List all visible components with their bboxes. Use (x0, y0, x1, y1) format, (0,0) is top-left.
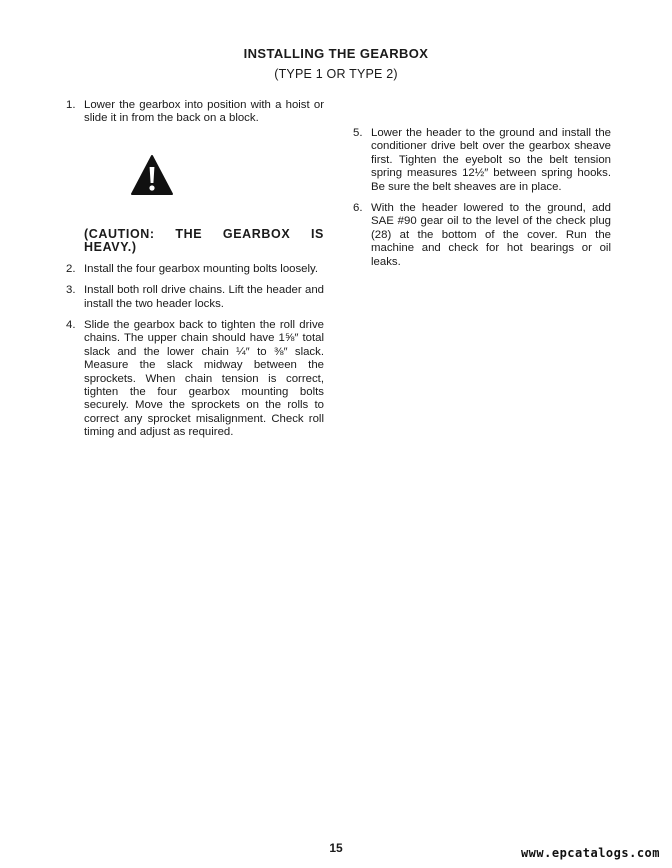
step-text: With the header lowered to the ground, add SAE #90 gear oil to the level of the check plug (28) at the bottom of the cover. Run the machine and check for hot bearings or oil leaks. (371, 202, 611, 268)
page-title: INSTALLING THE GEARBOX (243, 46, 429, 61)
left-column (66, 99, 324, 448)
right-column (353, 127, 611, 277)
step-number: 1. (66, 99, 76, 111)
step-3 (66, 284, 324, 311)
step-4 (66, 319, 324, 440)
steps-list-left (66, 99, 324, 126)
step-number: 2. (66, 262, 76, 275)
step-text: Install both roll drive chains. Lift the header and install the two header locks. (84, 284, 324, 310)
steps-list-left-continued (66, 263, 324, 440)
warning-triangle-icon (130, 154, 174, 196)
warning-block (84, 134, 324, 228)
step-text: Install the four gearbox mounting bolts loosely. (84, 262, 319, 275)
steps-list-right (353, 127, 611, 269)
page-subtitle: (TYPE 1 OR TYPE 2) (274, 67, 398, 81)
step-number: 6. (353, 202, 363, 215)
step-1 (66, 99, 324, 126)
watermark-text: www.epcatalogs.com (520, 846, 660, 860)
step-2 (66, 263, 324, 276)
page-number: 15 (329, 841, 343, 855)
step-number: 5. (353, 127, 363, 139)
step-text: Lower the gearbox into position with a hoist or slide it in from the back on a block. (84, 99, 324, 125)
caution-text: (CAUTION: THE GEARBOX IS HEAVY.) (84, 226, 324, 255)
step-5 (353, 127, 611, 194)
step-text: Lower the header to the ground and install the conditioner drive belt over the gearbox sheave first. Tighten the eyebolt so the belt tension spring measures 12½″ between spring hooks. Be sure the belt sheaves are in place. (371, 127, 611, 193)
step-6 (353, 202, 611, 269)
step-number: 4. (66, 319, 76, 332)
step-number: 3. (66, 284, 76, 297)
step-text: Slide the gearbox back to tighten the roll drive chains. The upper chain should have 1⅝″ total slack and the lower chain ¼″ to ⅜″ slack. Measure the slack midway between the sprockets. When chain tension is correct, tighten the four gearbox mounting bolts securely. Move the sprockets on the rolls to correct any sprocket misalignment. Check roll timing and adjust as required. (84, 319, 324, 439)
